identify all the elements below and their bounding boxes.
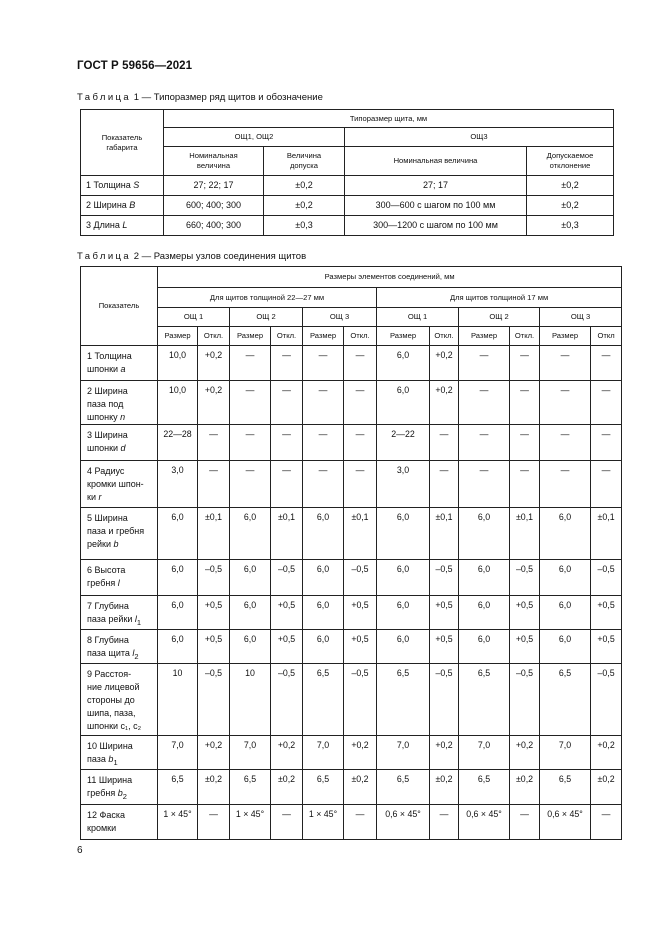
t2-row-label: 12 Фаска кромки <box>81 804 158 839</box>
t2-cell: 3,0 <box>377 461 430 508</box>
t2-cell: 6,5 <box>303 769 344 804</box>
t2-cell: ±0,2 <box>591 769 622 804</box>
t2-cell: ±0,1 <box>510 508 540 560</box>
t2-cell: — <box>430 804 459 839</box>
t2-row-label: 9 Расстоя- ние лицевой стороны до шипа, паза, шпонки c₁, c₂ <box>81 663 158 735</box>
t2-cell: — <box>459 346 510 381</box>
t2-row-label: 4 Радиус кромки шпон- ки r <box>81 461 158 508</box>
t2-cell: 6,0 <box>540 630 591 664</box>
table2-caption-word: Таблица <box>77 251 132 262</box>
t1-header-group3: ОЩ3 <box>345 128 614 147</box>
t1-cell: 600; 400; 300 <box>164 196 264 216</box>
t2-header-size: Размер <box>230 327 271 346</box>
table1-caption-text: 1 — Типоразмер ряд щитов и обозначение <box>133 92 323 103</box>
t2-cell: — <box>510 381 540 425</box>
t2-row-label: 11 Ширина гребня $b_2$ <box>81 769 158 804</box>
t2-header-thin: Для щитов толщиной 17 мм <box>377 288 622 308</box>
table1-caption-word: Таблица <box>77 92 132 103</box>
t2-cell: ±0,1 <box>344 508 377 560</box>
t2-cell: — <box>271 461 303 508</box>
t2-cell: 1 × 45° <box>230 804 271 839</box>
t2-cell: — <box>344 804 377 839</box>
t2-row-label: 10 Ширина паза $b_1$ <box>81 735 158 769</box>
t2-cell: 6,0 <box>377 560 430 596</box>
t2-cell: +0,5 <box>430 630 459 664</box>
t2-cell: ±0,1 <box>430 508 459 560</box>
table1-caption <box>77 92 323 103</box>
t2-cell: 3,0 <box>158 461 198 508</box>
table-row <box>81 176 614 196</box>
t2-cell: +0,2 <box>198 381 230 425</box>
t2-cell: — <box>591 461 622 508</box>
t2-header-dev: Откл. <box>510 327 540 346</box>
t2-cell: 6,0 <box>459 596 510 630</box>
t2-cell: — <box>230 381 271 425</box>
t2-cell: — <box>344 381 377 425</box>
t2-cell: +0,5 <box>344 596 377 630</box>
t2-row-label: 6 Высота гребня l <box>81 560 158 596</box>
t2-cell: 6,5 <box>158 769 198 804</box>
table1 <box>80 109 614 236</box>
t1-header-size: Типоразмер щита, мм <box>164 110 614 128</box>
t1-cell: 27; 17 <box>345 176 527 196</box>
t2-cell: 10,0 <box>158 346 198 381</box>
t2-cell: +0,2 <box>430 381 459 425</box>
t2-cell: 6,0 <box>158 560 198 596</box>
t2-row-label: 8 Глубина паза щита $l_2$ <box>81 630 158 664</box>
t1-cell: ±0,2 <box>527 196 614 216</box>
table-row <box>81 630 622 664</box>
t1-header-nominal3: Номинальная величина <box>345 147 527 176</box>
t2-cell: +0,5 <box>271 596 303 630</box>
t2-cell: –0,5 <box>510 560 540 596</box>
t2-header-size: Размер <box>540 327 591 346</box>
t2-cell: 7,0 <box>540 735 591 769</box>
t1-header-tol12: Величина допуска <box>264 147 345 176</box>
t2-cell: ±0,2 <box>198 769 230 804</box>
t2-cell: ±0,2 <box>430 769 459 804</box>
t2-cell: 1 × 45° <box>158 804 198 839</box>
t2-cell: 6,0 <box>377 346 430 381</box>
table-row <box>81 735 622 769</box>
t2-cell: 7,0 <box>303 735 344 769</box>
table2-caption-text: 2 — Размеры узлов соединения щитов <box>133 251 307 262</box>
table-row <box>81 663 622 735</box>
t2-cell: ±0,1 <box>271 508 303 560</box>
t2-cell: — <box>303 381 344 425</box>
t2-cell: — <box>591 804 622 839</box>
t2-cell: 0,6 × 45° <box>540 804 591 839</box>
t2-cell: — <box>540 346 591 381</box>
t2-cell: +0,2 <box>198 735 230 769</box>
table-row <box>81 196 614 216</box>
t2-cell: 6,5 <box>540 663 591 735</box>
t2-header-dev: Откл. <box>198 327 230 346</box>
t2-cell: 1 × 45° <box>303 804 344 839</box>
t2-cell: +0,5 <box>591 596 622 630</box>
t2-cell: — <box>271 804 303 839</box>
t2-header-osch2: ОЩ 2 <box>230 308 303 327</box>
t2-cell: ±0,1 <box>198 508 230 560</box>
t2-cell: — <box>271 381 303 425</box>
t2-header-osch1: ОЩ 1 <box>158 308 230 327</box>
t2-cell: — <box>591 425 622 461</box>
t1-header-indicator: Показатель габарита <box>81 110 164 176</box>
t2-cell: — <box>430 461 459 508</box>
t2-cell: +0,2 <box>430 735 459 769</box>
t2-cell: 0,6 × 45° <box>459 804 510 839</box>
table-row <box>81 425 622 461</box>
t2-cell: — <box>303 346 344 381</box>
t2-header-thick: Для щитов толщиной 22—27 мм <box>158 288 377 308</box>
t2-cell: — <box>198 461 230 508</box>
t2-cell: 6,0 <box>158 630 198 664</box>
t2-cell: –0,5 <box>430 663 459 735</box>
t2-cell: 6,0 <box>230 596 271 630</box>
t2-cell: 6,0 <box>377 508 430 560</box>
table2-caption <box>77 251 306 262</box>
t2-cell: +0,2 <box>510 735 540 769</box>
t2-header-size: Размер <box>303 327 344 346</box>
t2-header-osch1: ОЩ 1 <box>377 308 459 327</box>
t2-cell: ±0,2 <box>344 769 377 804</box>
t2-cell: +0,5 <box>591 630 622 664</box>
table-row <box>81 560 622 596</box>
t2-cell: –0,5 <box>510 663 540 735</box>
t1-header-group12: ОЩ1, ОЩ2 <box>164 128 345 147</box>
t2-cell: 6,5 <box>540 769 591 804</box>
t2-header-dev: Откл <box>591 327 622 346</box>
t2-cell: — <box>459 381 510 425</box>
t2-cell: 6,5 <box>230 769 271 804</box>
t2-cell: — <box>540 461 591 508</box>
table-row <box>81 508 622 560</box>
t2-cell: +0,5 <box>510 630 540 664</box>
t2-cell: +0,5 <box>198 596 230 630</box>
t2-cell: –0,5 <box>271 663 303 735</box>
t2-cell: — <box>303 425 344 461</box>
t2-cell: 6,5 <box>377 663 430 735</box>
t2-cell: — <box>230 461 271 508</box>
t1-cell: 300—1200 с шагом по 100 мм <box>345 216 527 236</box>
t2-cell: 6,0 <box>540 560 591 596</box>
t1-cell: ±0,3 <box>264 216 345 236</box>
t2-cell: 10,0 <box>158 381 198 425</box>
t2-cell: 6,0 <box>377 596 430 630</box>
t2-cell: –0,5 <box>344 663 377 735</box>
t2-cell: 6,0 <box>303 560 344 596</box>
t2-header-size: Размер <box>158 327 198 346</box>
t2-cell: — <box>230 425 271 461</box>
table-row <box>81 381 622 425</box>
t2-cell: –0,5 <box>198 663 230 735</box>
t2-row-label: 2 Ширина паза под шпонку n <box>81 381 158 425</box>
t1-header-nominal12: Номинальная величина <box>164 147 264 176</box>
t1-cell: 660; 400; 300 <box>164 216 264 236</box>
t2-cell: 6,0 <box>540 596 591 630</box>
t2-cell: 6,0 <box>230 508 271 560</box>
t2-header-osch2: ОЩ 2 <box>459 308 540 327</box>
t2-cell: 6,0 <box>303 630 344 664</box>
t2-cell: — <box>510 346 540 381</box>
t2-cell: 6,0 <box>459 630 510 664</box>
table-row <box>81 596 622 630</box>
t2-cell: — <box>459 425 510 461</box>
table-row <box>81 804 622 839</box>
t2-header-dims: Размеры элементов соединений, мм <box>158 267 622 288</box>
t2-cell: — <box>230 346 271 381</box>
t2-cell: 6,0 <box>459 508 510 560</box>
t2-cell: — <box>344 425 377 461</box>
t1-cell: 300—600 с шагом по 100 мм <box>345 196 527 216</box>
t2-cell: 0,6 × 45° <box>377 804 430 839</box>
t2-cell: ±0,2 <box>510 769 540 804</box>
t1-row-label: 2 Ширина B <box>81 196 164 216</box>
t2-cell: 6,5 <box>303 663 344 735</box>
t2-cell: ±0,1 <box>591 508 622 560</box>
t2-header-osch3: ОЩ 3 <box>303 308 377 327</box>
t2-cell: — <box>198 425 230 461</box>
t1-cell: ±0,3 <box>527 216 614 236</box>
t2-cell: — <box>198 804 230 839</box>
t2-cell: 7,0 <box>377 735 430 769</box>
t1-row-label: 3 Длина L <box>81 216 164 236</box>
t2-cell: — <box>344 346 377 381</box>
t2-cell: — <box>591 381 622 425</box>
t2-cell: 6,0 <box>459 560 510 596</box>
t2-cell: 6,0 <box>377 381 430 425</box>
t2-row-label: 3 Ширина шпонки d <box>81 425 158 461</box>
t2-cell: +0,5 <box>430 596 459 630</box>
t2-header-size: Размер <box>377 327 430 346</box>
t1-cell: ±0,2 <box>264 196 345 216</box>
t2-cell: 6,0 <box>540 508 591 560</box>
t2-cell: 10 <box>230 663 271 735</box>
t2-cell: 2—22 <box>377 425 430 461</box>
t2-cell: — <box>510 425 540 461</box>
t1-cell: 27; 22; 17 <box>164 176 264 196</box>
t2-cell: +0,5 <box>344 630 377 664</box>
t2-cell: –0,5 <box>591 663 622 735</box>
t2-cell: +0,5 <box>510 596 540 630</box>
t2-cell: 10 <box>158 663 198 735</box>
t2-cell: –0,5 <box>271 560 303 596</box>
t2-cell: –0,5 <box>344 560 377 596</box>
t2-cell: 7,0 <box>158 735 198 769</box>
t1-row-label: 1 Толщина S <box>81 176 164 196</box>
t2-cell: — <box>430 425 459 461</box>
t2-cell: +0,2 <box>271 735 303 769</box>
t2-cell: 22—28 <box>158 425 198 461</box>
t2-header-indicator: Показатель <box>81 267 158 346</box>
t2-cell: — <box>510 804 540 839</box>
t2-cell: +0,5 <box>198 630 230 664</box>
t2-cell: 6,5 <box>459 769 510 804</box>
t2-cell: 6,0 <box>303 596 344 630</box>
table-row <box>81 769 622 804</box>
t2-cell: –0,5 <box>198 560 230 596</box>
t2-cell: +0,2 <box>344 735 377 769</box>
t2-cell: 6,0 <box>303 508 344 560</box>
t2-cell: 7,0 <box>230 735 271 769</box>
t2-row-label: 1 Толщина шпонки a <box>81 346 158 381</box>
t2-cell: — <box>303 461 344 508</box>
t2-header-dev: Откл. <box>271 327 303 346</box>
t2-cell: 6,5 <box>377 769 430 804</box>
t2-header-osch3: ОЩ 3 <box>540 308 622 327</box>
t2-header-size: Размер <box>459 327 510 346</box>
t2-cell: 6,5 <box>459 663 510 735</box>
t2-cell: +0,2 <box>198 346 230 381</box>
t2-cell: — <box>271 346 303 381</box>
t2-cell: 6,0 <box>230 560 271 596</box>
t1-header-tol3: Допускаемое отклонение <box>527 147 614 176</box>
t2-cell: –0,5 <box>430 560 459 596</box>
t2-cell: — <box>510 461 540 508</box>
t2-cell: — <box>271 425 303 461</box>
t2-cell: — <box>591 346 622 381</box>
t2-cell: — <box>540 425 591 461</box>
t2-cell: ±0,2 <box>271 769 303 804</box>
document-standard-title: ГОСТ Р 59656—2021 <box>77 60 193 72</box>
t1-cell: ±0,2 <box>527 176 614 196</box>
table-row <box>81 461 622 508</box>
t2-cell: 6,0 <box>158 508 198 560</box>
t2-header-dev: Откл. <box>430 327 459 346</box>
t2-cell: 7,0 <box>459 735 510 769</box>
t2-header-dev: Откл. <box>344 327 377 346</box>
t2-row-label: 7 Глубина паза рейки $l_1$ <box>81 596 158 630</box>
t2-cell: +0,2 <box>430 346 459 381</box>
table-row <box>81 346 622 381</box>
t2-cell: 6,0 <box>377 630 430 664</box>
t2-cell: +0,5 <box>271 630 303 664</box>
t2-cell: — <box>459 461 510 508</box>
t2-cell: — <box>540 381 591 425</box>
table2 <box>80 266 622 840</box>
t2-cell: — <box>344 461 377 508</box>
t2-cell: –0,5 <box>591 560 622 596</box>
page-number: 6 <box>77 845 83 856</box>
t2-row-label: 5 Ширина паза и гребня рейки b <box>81 508 158 560</box>
table-row <box>81 216 614 236</box>
t2-cell: 6,0 <box>230 630 271 664</box>
t2-cell: +0,2 <box>591 735 622 769</box>
t1-cell: ±0,2 <box>264 176 345 196</box>
t2-cell: 6,0 <box>158 596 198 630</box>
